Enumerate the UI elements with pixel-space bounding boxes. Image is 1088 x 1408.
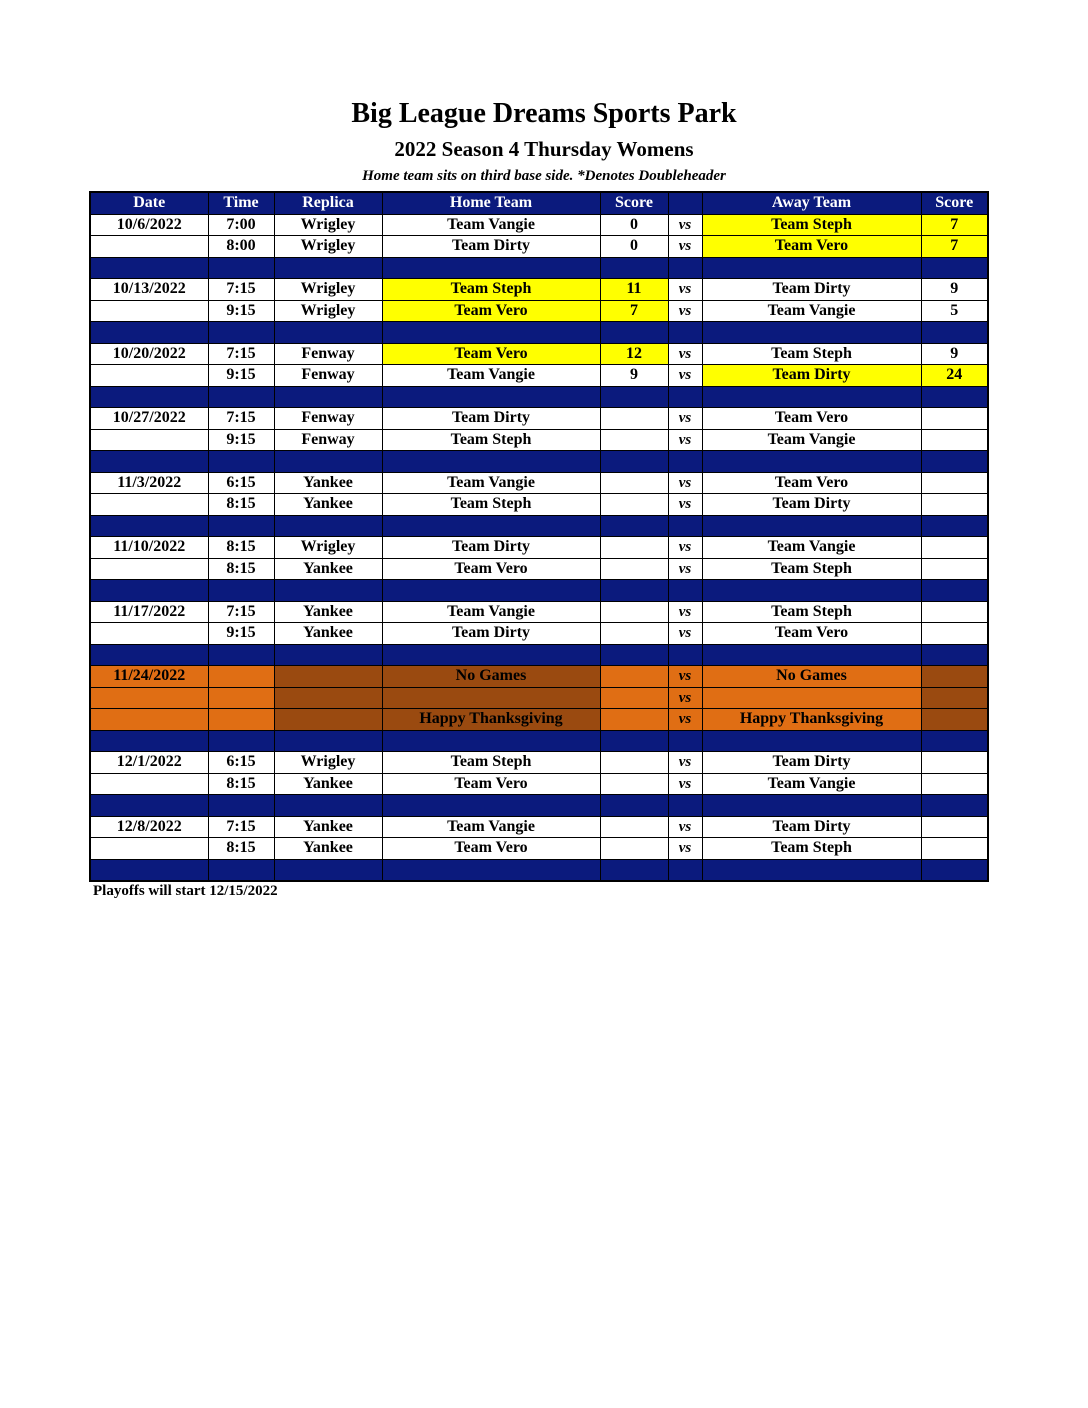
time-cell: 8:00 — [208, 236, 274, 258]
date-cell: 11/17/2022 — [90, 601, 208, 623]
spacer-cell — [668, 795, 702, 817]
spacer-cell — [600, 322, 668, 344]
away-score-cell — [921, 623, 988, 645]
away-score-cell: 7 — [921, 214, 988, 236]
spacer-cell — [702, 730, 921, 752]
home-score-cell — [600, 537, 668, 559]
spacer-cell — [90, 257, 208, 279]
spacer-cell — [208, 644, 274, 666]
date-cell: 10/27/2022 — [90, 408, 208, 430]
away-team-cell: Team Steph — [702, 601, 921, 623]
date-cell — [90, 773, 208, 795]
away-team-cell: Team Vangie — [702, 537, 921, 559]
away-score-cell — [921, 838, 988, 860]
date-cell — [90, 558, 208, 580]
date-cell: 11/10/2022 — [90, 537, 208, 559]
spacer-cell — [274, 644, 382, 666]
home-team-cell: Team Steph — [382, 279, 600, 301]
away-score-cell — [921, 773, 988, 795]
spacer-cell — [274, 795, 382, 817]
away-score-cell — [921, 709, 988, 731]
spacer-cell — [921, 730, 988, 752]
spacer-cell — [208, 515, 274, 537]
away-team-cell: Team Vero — [702, 623, 921, 645]
home-team-cell: Team Vangie — [382, 816, 600, 838]
col-header-time: Time — [208, 192, 274, 214]
away-score-cell: 9 — [921, 279, 988, 301]
home-score-cell — [600, 816, 668, 838]
spacer-row — [90, 257, 988, 279]
vs-cell: vs — [668, 537, 702, 559]
away-team-cell: Team Dirty — [702, 365, 921, 387]
away-team-cell: No Games — [702, 666, 921, 688]
col-header-away-score: Score — [921, 192, 988, 214]
home-team-cell: Team Vangie — [382, 601, 600, 623]
away-score-cell — [921, 816, 988, 838]
page-subtitle: 2022 Season 4 Thursday Womens — [394, 137, 694, 161]
spacer-row — [90, 795, 988, 817]
date-cell: 11/24/2022 — [90, 666, 208, 688]
holiday-row — [90, 709, 988, 731]
spacer-cell — [274, 515, 382, 537]
spacer-cell — [274, 451, 382, 473]
game-row — [90, 300, 988, 322]
home-score-cell — [600, 752, 668, 774]
away-score-cell — [921, 601, 988, 623]
replica-cell: Yankee — [274, 816, 382, 838]
game-row — [90, 408, 988, 430]
home-team-cell: Team Steph — [382, 429, 600, 451]
away-score-cell — [921, 472, 988, 494]
spacer-row — [90, 644, 988, 666]
date-cell — [90, 838, 208, 860]
home-team-cell: Happy Thanksgiving — [382, 709, 600, 731]
spacer-cell — [600, 580, 668, 602]
time-cell: 7:15 — [208, 343, 274, 365]
spacer-cell — [921, 859, 988, 881]
schedule-table — [89, 191, 989, 882]
spacer-cell — [921, 322, 988, 344]
away-team-cell: Team Steph — [702, 214, 921, 236]
home-score-cell — [600, 773, 668, 795]
game-row — [90, 816, 988, 838]
away-score-cell — [921, 558, 988, 580]
date-cell — [90, 236, 208, 258]
home-score-cell — [600, 408, 668, 430]
away-team-cell: Team Dirty — [702, 494, 921, 516]
away-team-cell: Team Vero — [702, 236, 921, 258]
home-score-cell — [600, 558, 668, 580]
home-score-cell — [600, 601, 668, 623]
spacer-cell — [90, 386, 208, 408]
spacer-row — [90, 451, 988, 473]
spacer-cell — [382, 322, 600, 344]
time-cell: 8:15 — [208, 838, 274, 860]
spacer-cell — [382, 580, 600, 602]
spacer-cell — [382, 859, 600, 881]
schedule-note: Home team sits on third base side. *Denotes Doubleheader — [362, 168, 726, 184]
spacer-cell — [921, 795, 988, 817]
game-row — [90, 279, 988, 301]
spacer-row — [90, 515, 988, 537]
home-score-cell: 9 — [600, 365, 668, 387]
col-header-vs — [668, 192, 702, 214]
spacer-cell — [274, 580, 382, 602]
spacer-cell — [921, 515, 988, 537]
date-cell — [90, 687, 208, 709]
home-team-cell: Team Dirty — [382, 408, 600, 430]
replica-cell — [274, 666, 382, 688]
home-score-cell: 0 — [600, 236, 668, 258]
replica-cell: Wrigley — [274, 752, 382, 774]
home-score-cell — [600, 623, 668, 645]
time-cell — [208, 666, 274, 688]
spacer-cell — [208, 859, 274, 881]
away-team-cell: Team Steph — [702, 558, 921, 580]
spacer-cell — [382, 257, 600, 279]
away-score-cell — [921, 408, 988, 430]
away-team-cell: Team Dirty — [702, 752, 921, 774]
spacer-cell — [668, 730, 702, 752]
spacer-row — [90, 859, 988, 881]
spacer-cell — [90, 451, 208, 473]
game-row — [90, 236, 988, 258]
vs-cell: vs — [668, 408, 702, 430]
spacer-cell — [382, 795, 600, 817]
time-cell: 9:15 — [208, 623, 274, 645]
game-row — [90, 214, 988, 236]
col-header-away-team: Away Team — [702, 192, 921, 214]
page-title: Big League Dreams Sports Park — [351, 98, 737, 129]
game-row — [90, 752, 988, 774]
spacer-cell — [90, 580, 208, 602]
vs-cell: vs — [668, 623, 702, 645]
game-row — [90, 365, 988, 387]
date-cell: 12/8/2022 — [90, 816, 208, 838]
home-score-cell: 11 — [600, 279, 668, 301]
vs-cell: vs — [668, 300, 702, 322]
vs-cell: vs — [668, 838, 702, 860]
replica-cell: Fenway — [274, 365, 382, 387]
spacer-cell — [208, 386, 274, 408]
home-score-cell — [600, 494, 668, 516]
replica-cell: Fenway — [274, 429, 382, 451]
replica-cell: Yankee — [274, 838, 382, 860]
away-score-cell: 7 — [921, 236, 988, 258]
replica-cell: Yankee — [274, 558, 382, 580]
vs-cell: vs — [668, 365, 702, 387]
time-cell — [208, 687, 274, 709]
replica-cell: Wrigley — [274, 300, 382, 322]
home-team-cell: Team Vangie — [382, 214, 600, 236]
home-team-cell: Team Vangie — [382, 365, 600, 387]
home-team-cell: Team Steph — [382, 752, 600, 774]
home-score-cell — [600, 429, 668, 451]
game-row — [90, 472, 988, 494]
vs-cell: vs — [668, 494, 702, 516]
date-cell: 11/3/2022 — [90, 472, 208, 494]
spacer-cell — [600, 644, 668, 666]
spacer-cell — [90, 859, 208, 881]
date-cell: 10/6/2022 — [90, 214, 208, 236]
game-row — [90, 773, 988, 795]
spacer-cell — [702, 451, 921, 473]
home-team-cell: Team Vangie — [382, 472, 600, 494]
home-team-cell — [382, 687, 600, 709]
spacer-cell — [208, 580, 274, 602]
time-cell: 9:15 — [208, 300, 274, 322]
time-cell: 7:15 — [208, 601, 274, 623]
replica-cell: Yankee — [274, 773, 382, 795]
replica-cell: Wrigley — [274, 537, 382, 559]
vs-cell: vs — [668, 687, 702, 709]
spacer-cell — [702, 257, 921, 279]
spacer-cell — [274, 859, 382, 881]
game-row — [90, 558, 988, 580]
game-row — [90, 429, 988, 451]
spacer-cell — [382, 644, 600, 666]
vs-cell: vs — [668, 343, 702, 365]
vs-cell: vs — [668, 214, 702, 236]
spacer-row — [90, 386, 988, 408]
away-team-cell: Team Dirty — [702, 816, 921, 838]
spacer-cell — [668, 580, 702, 602]
spacer-cell — [208, 451, 274, 473]
col-header-home-score: Score — [600, 192, 668, 214]
holiday-row — [90, 666, 988, 688]
replica-cell: Wrigley — [274, 214, 382, 236]
spacer-cell — [702, 322, 921, 344]
home-score-cell: 12 — [600, 343, 668, 365]
date-cell: 10/20/2022 — [90, 343, 208, 365]
spacer-cell — [382, 451, 600, 473]
time-cell: 8:15 — [208, 558, 274, 580]
away-score-cell: 5 — [921, 300, 988, 322]
spacer-cell — [90, 322, 208, 344]
date-cell — [90, 429, 208, 451]
spacer-cell — [600, 451, 668, 473]
away-score-cell — [921, 494, 988, 516]
spacer-cell — [600, 859, 668, 881]
col-header-home-team: Home Team — [382, 192, 600, 214]
spacer-cell — [921, 386, 988, 408]
replica-cell: Wrigley — [274, 279, 382, 301]
away-team-cell: Team Dirty — [702, 279, 921, 301]
time-cell: 6:15 — [208, 752, 274, 774]
time-cell: 7:15 — [208, 279, 274, 301]
spacer-cell — [668, 644, 702, 666]
replica-cell — [274, 687, 382, 709]
date-cell — [90, 494, 208, 516]
col-header-date: Date — [90, 192, 208, 214]
spacer-cell — [600, 257, 668, 279]
spacer-cell — [90, 795, 208, 817]
spacer-row — [90, 730, 988, 752]
home-team-cell: Team Dirty — [382, 236, 600, 258]
home-team-cell: Team Steph — [382, 494, 600, 516]
spacer-cell — [600, 386, 668, 408]
away-team-cell: Team Vero — [702, 472, 921, 494]
game-row — [90, 601, 988, 623]
spacer-cell — [208, 795, 274, 817]
spacer-cell — [668, 515, 702, 537]
home-score-cell — [600, 472, 668, 494]
away-team-cell: Happy Thanksgiving — [702, 709, 921, 731]
spacer-cell — [668, 322, 702, 344]
date-cell: 10/13/2022 — [90, 279, 208, 301]
away-score-cell — [921, 537, 988, 559]
spacer-cell — [702, 795, 921, 817]
vs-cell: vs — [668, 558, 702, 580]
vs-cell: vs — [668, 472, 702, 494]
time-cell: 7:15 — [208, 816, 274, 838]
spacer-cell — [382, 730, 600, 752]
spacer-cell — [921, 257, 988, 279]
vs-cell: vs — [668, 752, 702, 774]
home-team-cell: Team Vero — [382, 343, 600, 365]
spacer-cell — [382, 386, 600, 408]
vs-cell: vs — [668, 816, 702, 838]
spacer-cell — [668, 386, 702, 408]
time-cell: 7:00 — [208, 214, 274, 236]
spacer-cell — [274, 730, 382, 752]
playoffs-note: Playoffs will start 12/15/2022 — [93, 883, 278, 899]
spacer-cell — [600, 515, 668, 537]
spacer-cell — [208, 730, 274, 752]
spacer-cell — [90, 644, 208, 666]
vs-cell: vs — [668, 666, 702, 688]
replica-cell: Fenway — [274, 343, 382, 365]
date-cell — [90, 623, 208, 645]
spacer-cell — [600, 730, 668, 752]
home-team-cell: Team Vero — [382, 773, 600, 795]
spacer-cell — [274, 257, 382, 279]
home-score-cell: 7 — [600, 300, 668, 322]
away-score-cell — [921, 687, 988, 709]
spacer-cell — [921, 644, 988, 666]
home-team-cell: No Games — [382, 666, 600, 688]
game-row — [90, 494, 988, 516]
away-team-cell: Team Vangie — [702, 773, 921, 795]
away-score-cell — [921, 666, 988, 688]
home-score-cell: 0 — [600, 214, 668, 236]
spacer-cell — [921, 451, 988, 473]
vs-cell: vs — [668, 709, 702, 731]
vs-cell: vs — [668, 429, 702, 451]
game-row — [90, 343, 988, 365]
vs-cell: vs — [668, 236, 702, 258]
time-cell: 8:15 — [208, 494, 274, 516]
away-team-cell: Team Steph — [702, 838, 921, 860]
home-team-cell: Team Vero — [382, 300, 600, 322]
replica-cell: Yankee — [274, 623, 382, 645]
away-team-cell: Team Vero — [702, 408, 921, 430]
away-team-cell: Team Steph — [702, 343, 921, 365]
home-team-cell: Team Dirty — [382, 623, 600, 645]
replica-cell: Yankee — [274, 472, 382, 494]
spacer-cell — [668, 257, 702, 279]
time-cell: 8:15 — [208, 773, 274, 795]
table-header-row — [90, 192, 988, 214]
spacer-row — [90, 580, 988, 602]
home-score-cell — [600, 666, 668, 688]
away-team-cell — [702, 687, 921, 709]
away-score-cell — [921, 752, 988, 774]
spacer-cell — [702, 580, 921, 602]
replica-cell: Fenway — [274, 408, 382, 430]
vs-cell: vs — [668, 601, 702, 623]
home-team-cell: Team Dirty — [382, 537, 600, 559]
time-cell: 9:15 — [208, 429, 274, 451]
game-row — [90, 623, 988, 645]
away-score-cell: 24 — [921, 365, 988, 387]
away-score-cell: 9 — [921, 343, 988, 365]
spacer-cell — [274, 322, 382, 344]
replica-cell: Yankee — [274, 601, 382, 623]
away-score-cell — [921, 429, 988, 451]
home-team-cell: Team Vero — [382, 558, 600, 580]
time-cell: 9:15 — [208, 365, 274, 387]
vs-cell: vs — [668, 279, 702, 301]
date-cell: 12/1/2022 — [90, 752, 208, 774]
home-score-cell — [600, 838, 668, 860]
spacer-cell — [702, 859, 921, 881]
spacer-cell — [208, 322, 274, 344]
vs-cell: vs — [668, 773, 702, 795]
home-score-cell — [600, 687, 668, 709]
spacer-cell — [208, 257, 274, 279]
holiday-row — [90, 687, 988, 709]
spacer-cell — [668, 451, 702, 473]
replica-cell: Wrigley — [274, 236, 382, 258]
time-cell: 6:15 — [208, 472, 274, 494]
home-team-cell: Team Vero — [382, 838, 600, 860]
spacer-cell — [90, 515, 208, 537]
spacer-row — [90, 322, 988, 344]
spacer-cell — [600, 795, 668, 817]
spacer-cell — [702, 386, 921, 408]
date-cell — [90, 300, 208, 322]
home-score-cell — [600, 709, 668, 731]
spacer-cell — [274, 386, 382, 408]
date-cell — [90, 365, 208, 387]
away-team-cell: Team Vangie — [702, 429, 921, 451]
spacer-cell — [702, 515, 921, 537]
col-header-replica: Replica — [274, 192, 382, 214]
spacer-cell — [668, 859, 702, 881]
date-cell — [90, 709, 208, 731]
away-team-cell: Team Vangie — [702, 300, 921, 322]
spacer-cell — [702, 644, 921, 666]
replica-cell: Yankee — [274, 494, 382, 516]
game-row — [90, 838, 988, 860]
replica-cell — [274, 709, 382, 731]
spacer-cell — [90, 730, 208, 752]
spacer-cell — [382, 515, 600, 537]
time-cell: 7:15 — [208, 408, 274, 430]
time-cell: 8:15 — [208, 537, 274, 559]
time-cell — [208, 709, 274, 731]
game-row — [90, 537, 988, 559]
schedule-body — [90, 214, 988, 881]
spacer-cell — [921, 580, 988, 602]
